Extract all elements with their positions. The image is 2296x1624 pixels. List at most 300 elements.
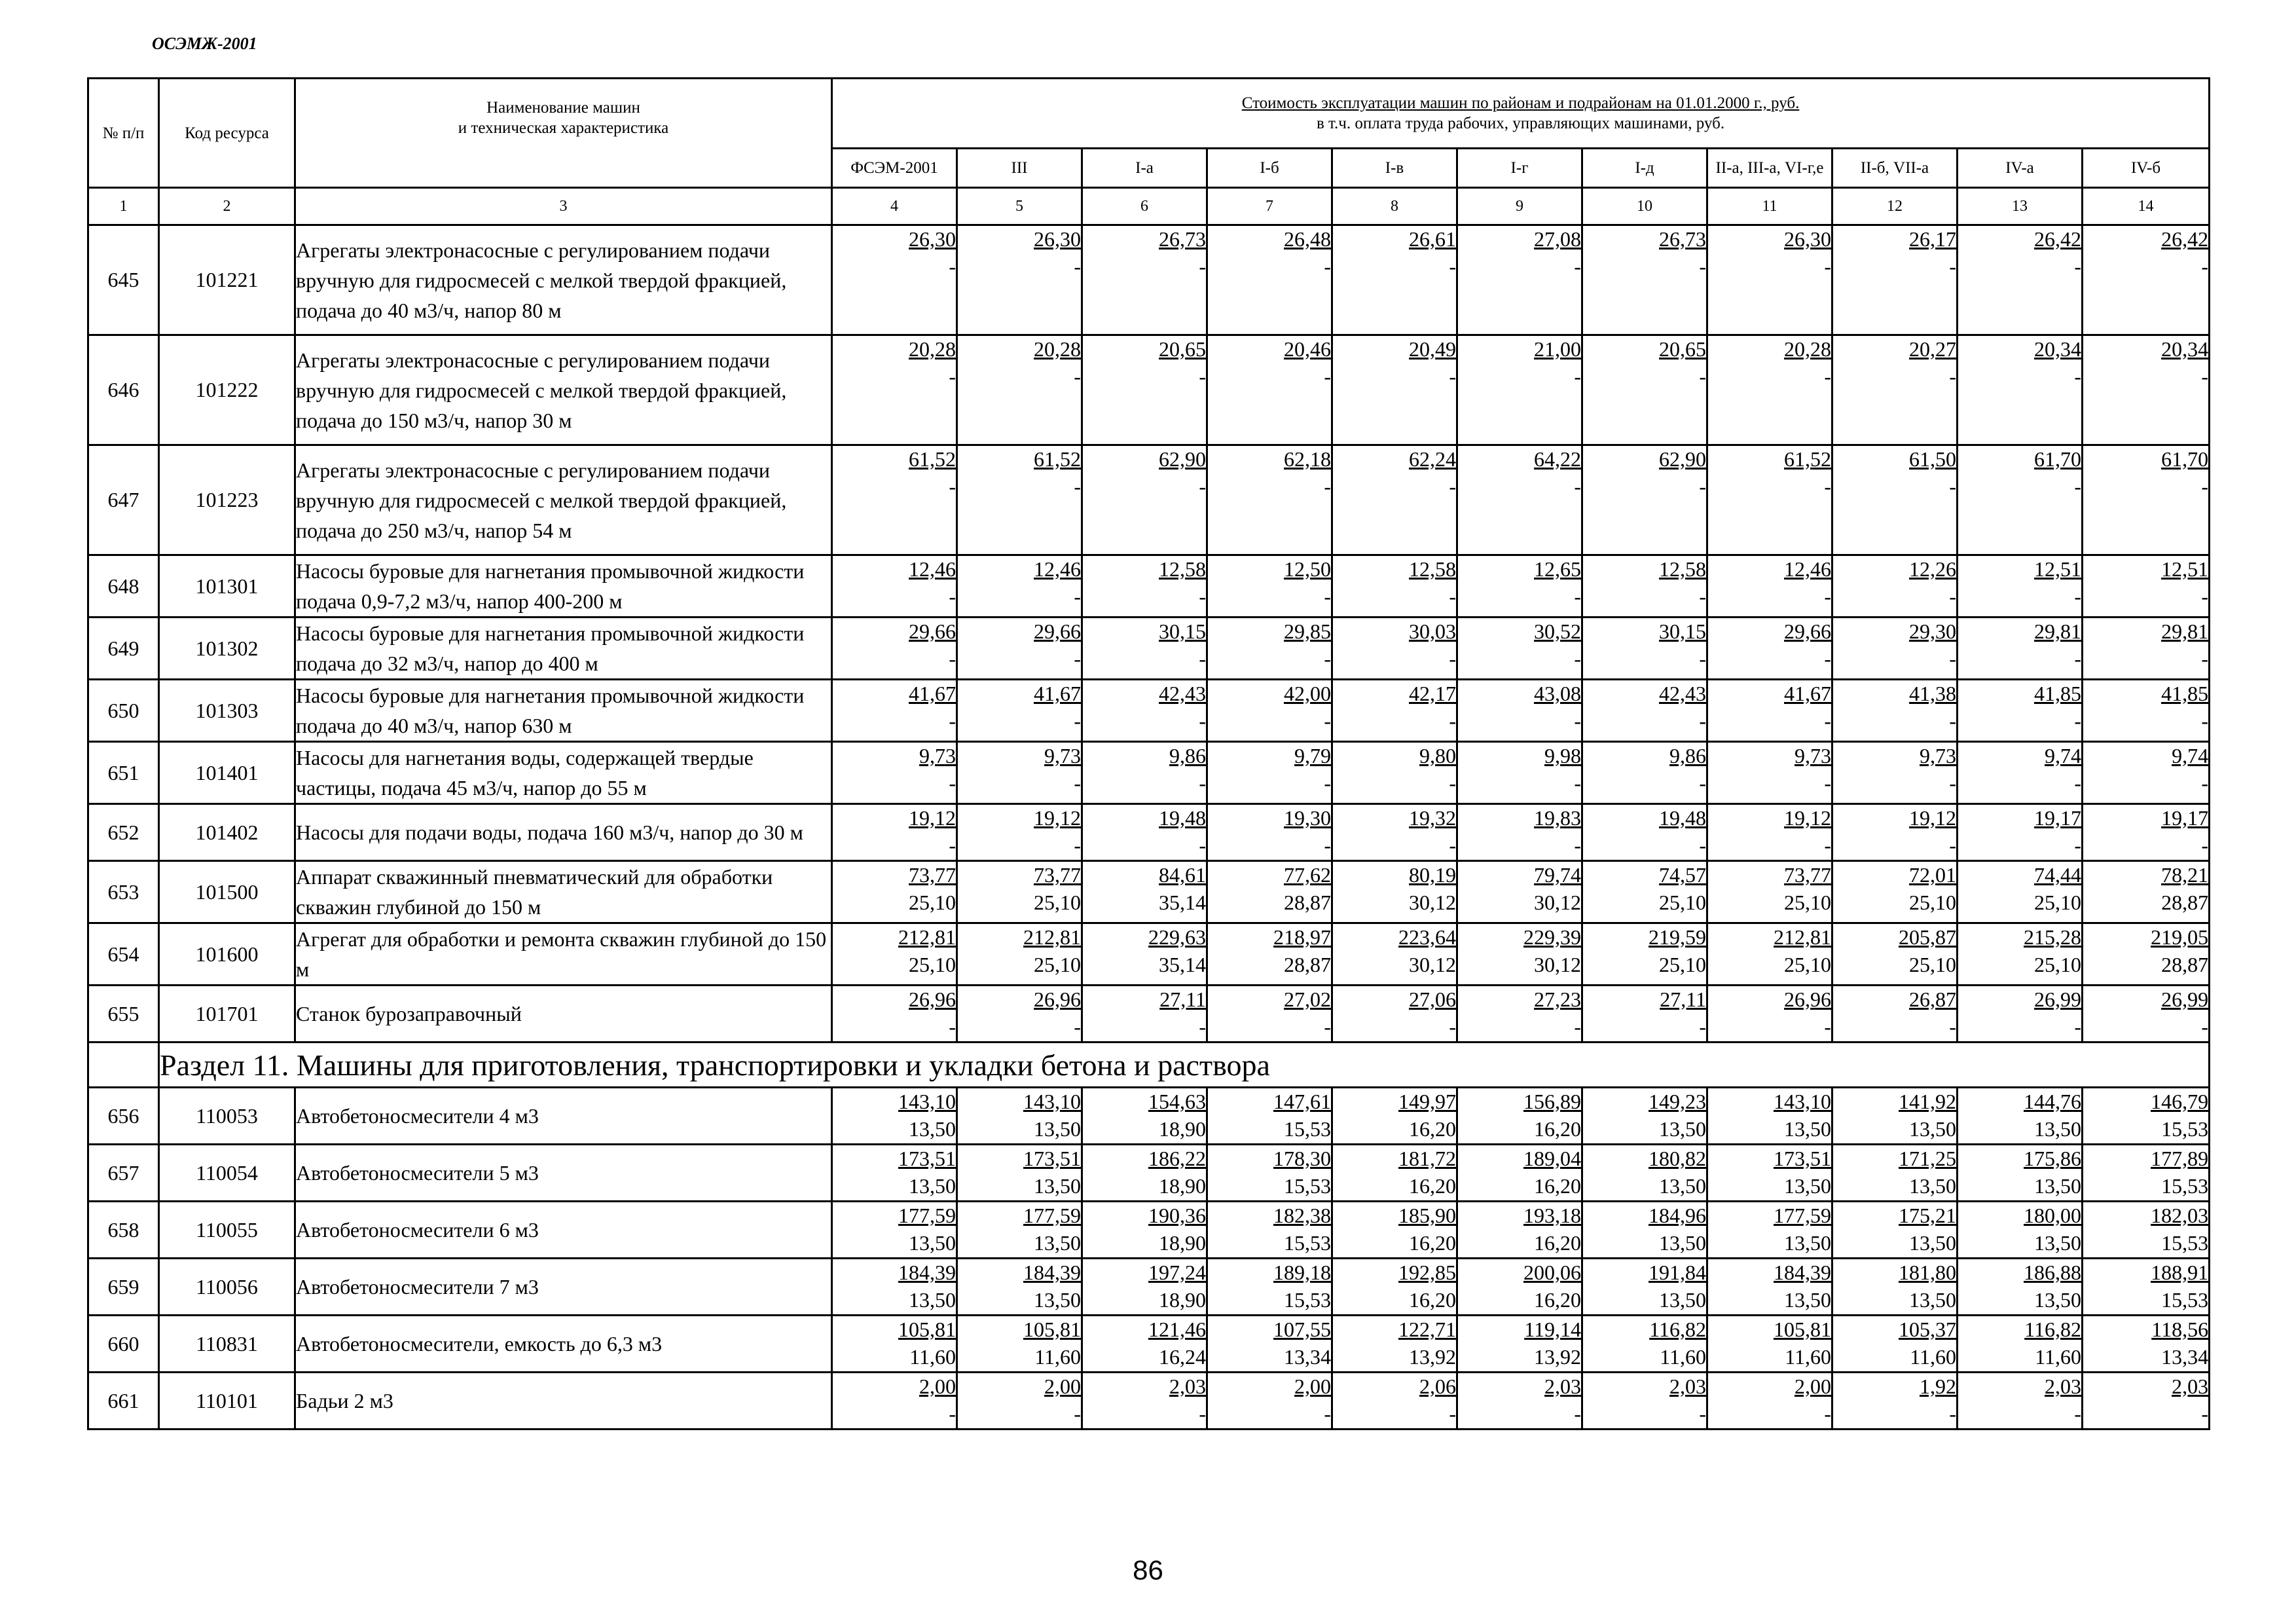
operating-cost: 9,86 bbox=[1669, 744, 1706, 767]
operating-cost: 184,96 bbox=[1649, 1204, 1706, 1227]
cost-cell bbox=[1958, 1373, 2083, 1430]
cost-cell bbox=[1707, 555, 1832, 618]
labor-cost: - bbox=[1449, 255, 1456, 278]
labor-cost: - bbox=[1199, 647, 1206, 671]
operating-cost: 42,43 bbox=[1159, 682, 1206, 705]
labor-cost: - bbox=[2074, 647, 2081, 671]
operating-cost: 26,30 bbox=[1784, 227, 1831, 251]
labor-cost: - bbox=[1699, 1015, 1706, 1039]
machine-name: Станок бурозаправочный bbox=[295, 986, 832, 1043]
labor-cost: - bbox=[2074, 1402, 2081, 1426]
cost-cell bbox=[832, 742, 957, 804]
labor-cost: - bbox=[1574, 709, 1581, 733]
labor-cost: - bbox=[1074, 709, 1081, 733]
labor-cost: - bbox=[1324, 1015, 1331, 1039]
operating-cost: 118,56 bbox=[2151, 1318, 2209, 1341]
header-resource-code: Код ресурса bbox=[159, 79, 295, 188]
machine-name: Аппарат скважинный пневматический для обработки скважин глубиной до 150 м bbox=[295, 861, 832, 923]
cost-cell bbox=[1958, 861, 2083, 923]
operating-cost: 20,34 bbox=[2161, 337, 2209, 361]
operating-cost: 9,79 bbox=[1294, 744, 1331, 767]
labor-cost: 16,20 bbox=[1534, 1288, 1581, 1312]
operating-cost: 41,85 bbox=[2161, 682, 2209, 705]
labor-cost: - bbox=[949, 1015, 956, 1039]
cost-cell bbox=[1958, 555, 2083, 618]
labor-cost: 25,10 bbox=[2034, 953, 2081, 976]
resource-code: 101402 bbox=[159, 804, 295, 861]
operating-cost: 42,43 bbox=[1659, 682, 1706, 705]
labor-cost: - bbox=[1324, 365, 1331, 388]
column-number: 5 bbox=[957, 188, 1082, 225]
labor-cost: - bbox=[1449, 475, 1456, 498]
table-row bbox=[88, 1259, 2210, 1316]
operating-cost: 20,28 bbox=[1784, 337, 1831, 361]
cost-cell bbox=[1958, 618, 2083, 680]
row-number: 658 bbox=[88, 1202, 159, 1259]
cost-cell bbox=[1958, 1259, 2083, 1316]
cost-cell bbox=[1082, 335, 1207, 445]
operating-cost: 2,00 bbox=[1795, 1375, 1831, 1398]
labor-cost: - bbox=[2074, 709, 2081, 733]
row-number: 647 bbox=[88, 445, 159, 555]
labor-cost: 15,53 bbox=[2161, 1174, 2209, 1198]
labor-cost: - bbox=[1949, 365, 1956, 388]
cost-cell bbox=[1707, 1259, 1832, 1316]
row-number: 659 bbox=[88, 1259, 159, 1316]
cost-cell bbox=[1582, 1088, 1707, 1145]
labor-cost: - bbox=[949, 1402, 956, 1426]
labor-cost: 25,10 bbox=[1909, 891, 1956, 914]
cost-cell bbox=[1707, 225, 1832, 335]
operating-cost: 173,51 bbox=[898, 1147, 956, 1170]
operating-cost: 30,15 bbox=[1159, 619, 1206, 643]
labor-cost: - bbox=[1949, 771, 1956, 795]
labor-cost: - bbox=[1449, 365, 1456, 388]
labor-cost: 16,20 bbox=[1409, 1117, 1456, 1141]
table-row bbox=[88, 1088, 2210, 1145]
operating-cost: 189,04 bbox=[1523, 1147, 1581, 1170]
row-number: 653 bbox=[88, 861, 159, 923]
cost-cell bbox=[1707, 986, 1832, 1043]
cost-cell bbox=[957, 1316, 1082, 1373]
labor-cost: - bbox=[1574, 255, 1581, 278]
cost-cell bbox=[1457, 445, 1582, 555]
cost-cell bbox=[1457, 1259, 1582, 1316]
labor-cost: 13,50 bbox=[1784, 1231, 1831, 1255]
row-number: 646 bbox=[88, 335, 159, 445]
cost-cell bbox=[1707, 1316, 1832, 1373]
cost-cell bbox=[1457, 1088, 1582, 1145]
cost-cell bbox=[1082, 445, 1207, 555]
labor-cost: 30,12 bbox=[1409, 953, 1456, 976]
cost-cell bbox=[1332, 618, 1457, 680]
labor-cost: - bbox=[1574, 647, 1581, 671]
machine-cost-table bbox=[87, 77, 2210, 1430]
cost-cell bbox=[1707, 861, 1832, 923]
labor-cost: - bbox=[949, 834, 956, 857]
labor-cost: 35,14 bbox=[1159, 953, 1206, 976]
resource-code: 101401 bbox=[159, 742, 295, 804]
cost-cell bbox=[1082, 618, 1207, 680]
labor-cost: 13,50 bbox=[1784, 1117, 1831, 1141]
row-number: 649 bbox=[88, 618, 159, 680]
operating-cost: 182,38 bbox=[1273, 1204, 1331, 1227]
row-number: 650 bbox=[88, 680, 159, 742]
operating-cost: 26,42 bbox=[2161, 227, 2209, 251]
labor-cost: - bbox=[1824, 771, 1831, 795]
operating-cost: 116,82 bbox=[2024, 1318, 2081, 1341]
operating-cost: 30,03 bbox=[1409, 619, 1456, 643]
operating-cost: 26,73 bbox=[1159, 227, 1206, 251]
operating-cost: 61,52 bbox=[909, 447, 956, 471]
cost-cell bbox=[957, 923, 1082, 986]
operating-cost: 84,61 bbox=[1159, 863, 1206, 887]
operating-cost: 171,25 bbox=[1899, 1147, 1956, 1170]
cost-cell bbox=[832, 986, 957, 1043]
cost-cell bbox=[1082, 555, 1207, 618]
cost-cell bbox=[1332, 1202, 1457, 1259]
operating-cost: 105,81 bbox=[1023, 1318, 1081, 1341]
operating-cost: 180,00 bbox=[2024, 1204, 2081, 1227]
cost-cell bbox=[1332, 1373, 1457, 1430]
region-header: I-в bbox=[1332, 149, 1457, 188]
resource-code: 110831 bbox=[159, 1316, 295, 1373]
operating-cost: 20,46 bbox=[1284, 337, 1331, 361]
operating-cost: 215,28 bbox=[2024, 925, 2081, 949]
cost-cell bbox=[1707, 804, 1832, 861]
section-title: Раздел 11. Машины для приготовления, транспортировки и укладки бетона и раствора bbox=[159, 1043, 2210, 1088]
operating-cost: 219,05 bbox=[2151, 925, 2209, 949]
operating-cost: 80,19 bbox=[1409, 863, 1456, 887]
labor-cost: 25,10 bbox=[1784, 891, 1831, 914]
row-number: 655 bbox=[88, 986, 159, 1043]
operating-cost: 26,30 bbox=[909, 227, 956, 251]
labor-cost: 28,87 bbox=[1284, 891, 1331, 914]
cost-cell bbox=[1832, 804, 1958, 861]
cost-cell bbox=[1832, 1202, 1958, 1259]
cost-cell bbox=[1207, 804, 1332, 861]
labor-cost: 13,50 bbox=[1659, 1174, 1706, 1198]
cost-cell bbox=[1958, 986, 2083, 1043]
labor-cost: - bbox=[1824, 475, 1831, 498]
operating-cost: 30,52 bbox=[1534, 619, 1581, 643]
operating-cost: 9,73 bbox=[1920, 744, 1956, 767]
operating-cost: 19,83 bbox=[1534, 806, 1581, 830]
operating-cost: 181,80 bbox=[1899, 1261, 1956, 1284]
operating-cost: 19,17 bbox=[2161, 806, 2209, 830]
cost-cell bbox=[1582, 555, 1707, 618]
operating-cost: 61,70 bbox=[2161, 447, 2209, 471]
cost-cell bbox=[832, 445, 957, 555]
cost-cell bbox=[1207, 1373, 1332, 1430]
operating-cost: 27,08 bbox=[1534, 227, 1581, 251]
cost-cell bbox=[1832, 680, 1958, 742]
labor-cost: 13,50 bbox=[1659, 1288, 1706, 1312]
cost-cell bbox=[2083, 861, 2210, 923]
operating-cost: 149,97 bbox=[1398, 1090, 1456, 1113]
cost-cell bbox=[1707, 1373, 1832, 1430]
cost-cell bbox=[1082, 986, 1207, 1043]
row-number: 654 bbox=[88, 923, 159, 986]
labor-cost: - bbox=[1074, 475, 1081, 498]
labor-cost: - bbox=[2201, 771, 2209, 795]
operating-cost: 212,81 bbox=[1774, 925, 1831, 949]
labor-cost: - bbox=[1824, 1015, 1831, 1039]
labor-cost: - bbox=[1824, 1402, 1831, 1426]
cost-cell bbox=[1082, 1202, 1207, 1259]
cost-cell bbox=[1958, 804, 2083, 861]
operating-cost: 205,87 bbox=[1899, 925, 1956, 949]
row-number: 656 bbox=[88, 1088, 159, 1145]
cost-cell bbox=[832, 680, 957, 742]
column-number: 6 bbox=[1082, 188, 1207, 225]
labor-cost: 16,20 bbox=[1409, 1231, 1456, 1255]
operating-cost: 212,81 bbox=[898, 925, 956, 949]
machine-name: Агрегат для обработки и ремонта скважин глубиной до 150 м bbox=[295, 923, 832, 986]
cost-cell bbox=[1207, 555, 1332, 618]
labor-cost: - bbox=[949, 475, 956, 498]
labor-cost: 13,50 bbox=[1034, 1288, 1081, 1312]
operating-cost: 26,96 bbox=[1784, 987, 1831, 1011]
labor-cost: - bbox=[2074, 365, 2081, 388]
cost-cell bbox=[1582, 680, 1707, 742]
labor-cost: - bbox=[1574, 475, 1581, 498]
labor-cost: - bbox=[1324, 834, 1331, 857]
operating-cost: 12,65 bbox=[1534, 557, 1581, 581]
column-number: 13 bbox=[1958, 188, 2083, 225]
resource-code: 101302 bbox=[159, 618, 295, 680]
machine-name: Насосы буровые для нагнетания промывочной жидкости подача до 32 м3/ч, напор до 400 м bbox=[295, 618, 832, 680]
cost-cell bbox=[1332, 1145, 1457, 1202]
operating-cost: 184,39 bbox=[898, 1261, 956, 1284]
resource-code: 110053 bbox=[159, 1088, 295, 1145]
cost-cell bbox=[1582, 1259, 1707, 1316]
operating-cost: 116,82 bbox=[1649, 1318, 1706, 1341]
operating-cost: 19,12 bbox=[1034, 806, 1081, 830]
labor-cost: 13,50 bbox=[1909, 1231, 1956, 1255]
labor-cost: 25,10 bbox=[1909, 953, 1956, 976]
column-number: 1 bbox=[88, 188, 159, 225]
operating-cost: 62,90 bbox=[1659, 447, 1706, 471]
operating-cost: 41,38 bbox=[1909, 682, 1956, 705]
operating-cost: 26,61 bbox=[1409, 227, 1456, 251]
operating-cost: 73,77 bbox=[909, 863, 956, 887]
machine-name: Автобетоносмесители 7 м3 bbox=[295, 1259, 832, 1316]
labor-cost: - bbox=[2074, 475, 2081, 498]
cost-cell bbox=[957, 861, 1082, 923]
operating-cost: 19,48 bbox=[1659, 806, 1706, 830]
column-number: 3 bbox=[295, 188, 832, 225]
cost-cell bbox=[1582, 923, 1707, 986]
operating-cost: 229,63 bbox=[1148, 925, 1206, 949]
operating-cost: 122,71 bbox=[1398, 1318, 1456, 1341]
operating-cost: 184,39 bbox=[1774, 1261, 1831, 1284]
cost-cell bbox=[1207, 986, 1332, 1043]
cost-cell bbox=[957, 986, 1082, 1043]
labor-cost: - bbox=[1199, 585, 1206, 608]
labor-cost: 13,92 bbox=[1409, 1345, 1456, 1369]
operating-cost: 177,59 bbox=[1023, 1204, 1081, 1227]
column-number: 7 bbox=[1207, 188, 1332, 225]
operating-cost: 19,12 bbox=[1784, 806, 1831, 830]
cost-cell bbox=[1707, 923, 1832, 986]
cost-cell bbox=[1832, 861, 1958, 923]
labor-cost: 16,20 bbox=[1409, 1288, 1456, 1312]
cost-cell bbox=[1457, 861, 1582, 923]
cost-cell bbox=[832, 923, 957, 986]
cost-cell bbox=[957, 335, 1082, 445]
table-row bbox=[88, 225, 2210, 335]
cost-cell bbox=[957, 555, 1082, 618]
labor-cost: - bbox=[2201, 1015, 2209, 1039]
machine-name: Автобетоносмесители 6 м3 bbox=[295, 1202, 832, 1259]
operating-cost: 9,73 bbox=[1044, 744, 1081, 767]
region-header: IV-б bbox=[2083, 149, 2210, 188]
cost-cell bbox=[1082, 804, 1207, 861]
resource-code: 110054 bbox=[159, 1145, 295, 1202]
operating-cost: 61,52 bbox=[1784, 447, 1831, 471]
column-number: 4 bbox=[832, 188, 957, 225]
labor-cost: 13,50 bbox=[909, 1117, 956, 1141]
operating-cost: 26,87 bbox=[1909, 987, 1956, 1011]
operating-cost: 12,46 bbox=[1034, 557, 1081, 581]
labor-cost: - bbox=[1074, 585, 1081, 608]
cost-cell bbox=[1082, 923, 1207, 986]
labor-cost: 15,53 bbox=[1284, 1174, 1331, 1198]
labor-cost: - bbox=[1574, 834, 1581, 857]
cost-cell bbox=[957, 618, 1082, 680]
cost-cell bbox=[1958, 1088, 2083, 1145]
cost-cell bbox=[1332, 986, 1457, 1043]
cost-cell bbox=[1207, 225, 1332, 335]
machine-name: Агрегаты электронасосные с регулированием подачи вручную для гидросмесей с мелкой твердой фракцией, подача до 40 м3/ч, напор 80 м bbox=[295, 225, 832, 335]
labor-cost: - bbox=[2201, 365, 2209, 388]
cost-cell bbox=[1582, 445, 1707, 555]
resource-code: 110056 bbox=[159, 1259, 295, 1316]
operating-cost: 147,61 bbox=[1273, 1090, 1331, 1113]
table-row bbox=[88, 680, 2210, 742]
cost-cell bbox=[1207, 1145, 1332, 1202]
labor-cost: - bbox=[1824, 834, 1831, 857]
cost-cell bbox=[2083, 555, 2210, 618]
labor-cost: - bbox=[949, 255, 956, 278]
region-header: I-б bbox=[1207, 149, 1332, 188]
operating-cost: 62,24 bbox=[1409, 447, 1456, 471]
cost-cell bbox=[957, 225, 1082, 335]
cost-cell bbox=[832, 804, 957, 861]
labor-cost: - bbox=[2074, 585, 2081, 608]
labor-cost: - bbox=[1324, 585, 1331, 608]
cost-cell bbox=[1207, 1202, 1332, 1259]
cost-cell bbox=[1582, 804, 1707, 861]
region-header: II-а, III-а, VI-г,е bbox=[1707, 149, 1832, 188]
operating-cost: 223,64 bbox=[1398, 925, 1456, 949]
labor-cost: - bbox=[1949, 709, 1956, 733]
labor-cost: - bbox=[949, 585, 956, 608]
labor-cost: 13,50 bbox=[2034, 1231, 2081, 1255]
labor-cost: - bbox=[1324, 647, 1331, 671]
cost-cell bbox=[1457, 804, 1582, 861]
operating-cost: 212,81 bbox=[1023, 925, 1081, 949]
operating-cost: 26,30 bbox=[1034, 227, 1081, 251]
cost-cell bbox=[1457, 225, 1582, 335]
cost-cell bbox=[1832, 1259, 1958, 1316]
row-number: 657 bbox=[88, 1145, 159, 1202]
operating-cost: 189,18 bbox=[1273, 1261, 1331, 1284]
cost-cell bbox=[1958, 1202, 2083, 1259]
resource-code: 101223 bbox=[159, 445, 295, 555]
operating-cost: 77,62 bbox=[1284, 863, 1331, 887]
header-cost-title: Стоимость эксплуатации машин по районам и подрайонам на 01.01.2000 г., руб. bbox=[1241, 94, 1800, 112]
cost-cell bbox=[832, 335, 957, 445]
operating-cost: 218,97 bbox=[1273, 925, 1331, 949]
labor-cost: - bbox=[1074, 255, 1081, 278]
header-cost-group bbox=[832, 79, 2210, 149]
cost-cell bbox=[2083, 1145, 2210, 1202]
column-number-row bbox=[88, 188, 2210, 225]
header-cost-subtitle: в т.ч. оплата труда рабочих, управляющих машинами, руб. bbox=[1316, 115, 1725, 132]
operating-cost: 192,85 bbox=[1398, 1261, 1456, 1284]
cost-cell bbox=[832, 1316, 957, 1373]
operating-cost: 2,03 bbox=[1669, 1375, 1706, 1398]
cost-cell bbox=[832, 1373, 957, 1430]
operating-cost: 9,74 bbox=[2172, 744, 2209, 767]
operating-cost: 105,81 bbox=[1774, 1318, 1831, 1341]
labor-cost: - bbox=[1949, 255, 1956, 278]
cost-cell bbox=[2083, 618, 2210, 680]
cost-cell bbox=[1207, 1316, 1332, 1373]
labor-cost: 15,53 bbox=[1284, 1117, 1331, 1141]
operating-cost: 12,46 bbox=[1784, 557, 1831, 581]
operating-cost: 61,70 bbox=[2034, 447, 2081, 471]
cost-cell bbox=[832, 861, 957, 923]
labor-cost: - bbox=[1199, 255, 1206, 278]
table-row bbox=[88, 1373, 2210, 1430]
labor-cost: - bbox=[2201, 1402, 2209, 1426]
labor-cost: - bbox=[1824, 365, 1831, 388]
operating-cost: 21,00 bbox=[1534, 337, 1581, 361]
table-row bbox=[88, 618, 2210, 680]
labor-cost: 35,14 bbox=[1159, 891, 1206, 914]
operating-cost: 119,14 bbox=[1524, 1318, 1581, 1341]
labor-cost: 11,60 bbox=[1660, 1345, 1706, 1369]
labor-cost: - bbox=[1074, 1015, 1081, 1039]
labor-cost: - bbox=[1199, 771, 1206, 795]
cost-cell bbox=[2083, 1316, 2210, 1373]
labor-cost: 25,10 bbox=[1659, 953, 1706, 976]
cost-cell bbox=[1332, 1088, 1457, 1145]
labor-cost: - bbox=[2201, 255, 2209, 278]
cost-cell bbox=[1832, 225, 1958, 335]
operating-cost: 19,12 bbox=[1909, 806, 1956, 830]
operating-cost: 186,88 bbox=[2024, 1261, 2081, 1284]
labor-cost: 13,34 bbox=[1284, 1345, 1331, 1369]
operating-cost: 42,00 bbox=[1284, 682, 1331, 705]
operating-cost: 149,23 bbox=[1649, 1090, 1706, 1113]
operating-cost: 9,74 bbox=[2045, 744, 2081, 767]
operating-cost: 156,89 bbox=[1523, 1090, 1581, 1113]
region-header: III bbox=[957, 149, 1082, 188]
row-number: 645 bbox=[88, 225, 159, 335]
operating-cost: 143,10 bbox=[1023, 1090, 1081, 1113]
operating-cost: 64,22 bbox=[1534, 447, 1581, 471]
labor-cost: - bbox=[1949, 647, 1956, 671]
machine-name: Агрегаты электронасосные с регулированием подачи вручную для гидросмесей с мелкой твердой фракцией, подача до 250 м3/ч, напор 54 м bbox=[295, 445, 832, 555]
labor-cost: 13,50 bbox=[1909, 1174, 1956, 1198]
cost-cell bbox=[1832, 445, 1958, 555]
machine-name: Автобетоносмесители, емкость до 6,3 м3 bbox=[295, 1316, 832, 1373]
labor-cost: - bbox=[1699, 647, 1706, 671]
